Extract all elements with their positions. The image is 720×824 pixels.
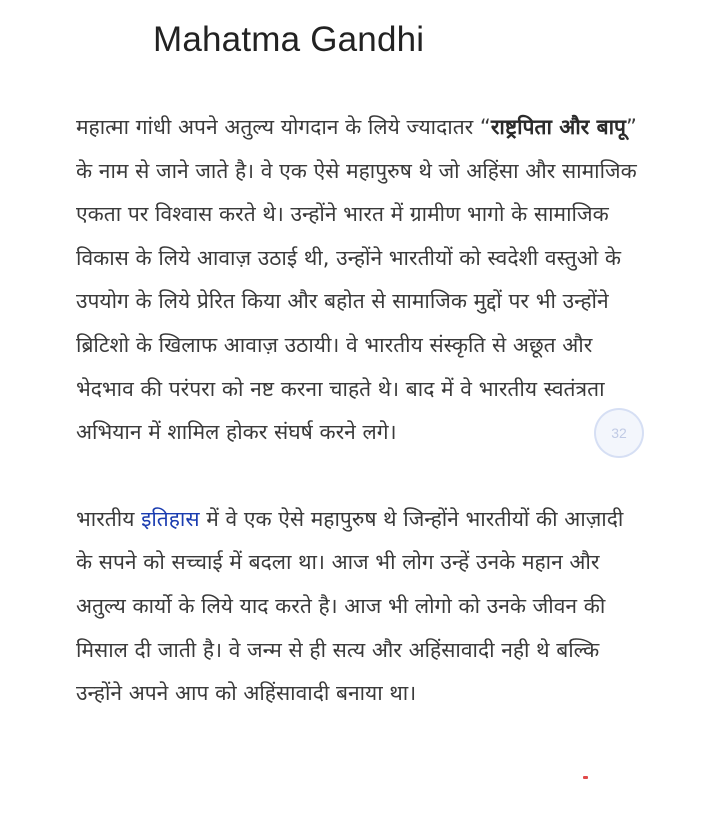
page-title: Mahatma Gandhi: [153, 20, 425, 59]
paragraph-intro-text-start: महात्मा गांधी अपने अतुल्य योगदान के लिये ज्यादातर “: [76, 115, 491, 139]
paragraph-history-text-start: भारतीय: [76, 506, 142, 531]
paragraph-intro-text-end: ” के नाम से जाने जाते है। वे एक ऐसे महापुरुष थे जो अहिंसा और सामाजिक एकता पर विश्वास करते थे। उन्होंने भारत में ग्रामीण भागो के सामाजिक विकास के लिये आवाज़ उठाई थी, उन्होंने भारतीयों को स्वदेशी वस्तुओ के उपयोग के लिये प्रेरित किया और बहोत से सामाजिक मुद्दों पर भी उन्होंने ब्रिटिशो के खिलाफ आवाज़ उठायी। वे भारतीय संस्कृति से अछूत और भेदभाव की परंपरा को नष्ट करना चाहते थे। बाद में वे भारतीय स्वतंत्रता अभियान में शामिल होकर संघर्ष करने लगे।: [76, 115, 637, 445]
paragraph-history: [76, 498, 646, 716]
paragraph-history-text-end: में वे एक ऐसे महापुरुष थे जिन्होंने भारतीयों की आज़ादी के सपने को सच्चाई में बदला था। आज भी लोग उन्हें उनके महान और अतुल्य कार्यो के लिये याद करते है। आज भी लोगो को उनके जीवन की मिसाल दी जाती है। वे जन्म से ही सत्य और अहिंसावादी नही थे बल्कि उन्होंने अपने आप को अहिंसावादी बनाया था।: [76, 506, 624, 706]
paragraph-intro: [76, 106, 646, 455]
floating-counter-badge[interactable]: 32: [594, 408, 644, 458]
red-dot-mark: [583, 776, 588, 779]
paragraph-intro-bold: राष्ट्रपिता और बापू: [490, 115, 626, 139]
history-link[interactable]: इतिहास: [141, 506, 200, 531]
article-body: [76, 106, 646, 716]
